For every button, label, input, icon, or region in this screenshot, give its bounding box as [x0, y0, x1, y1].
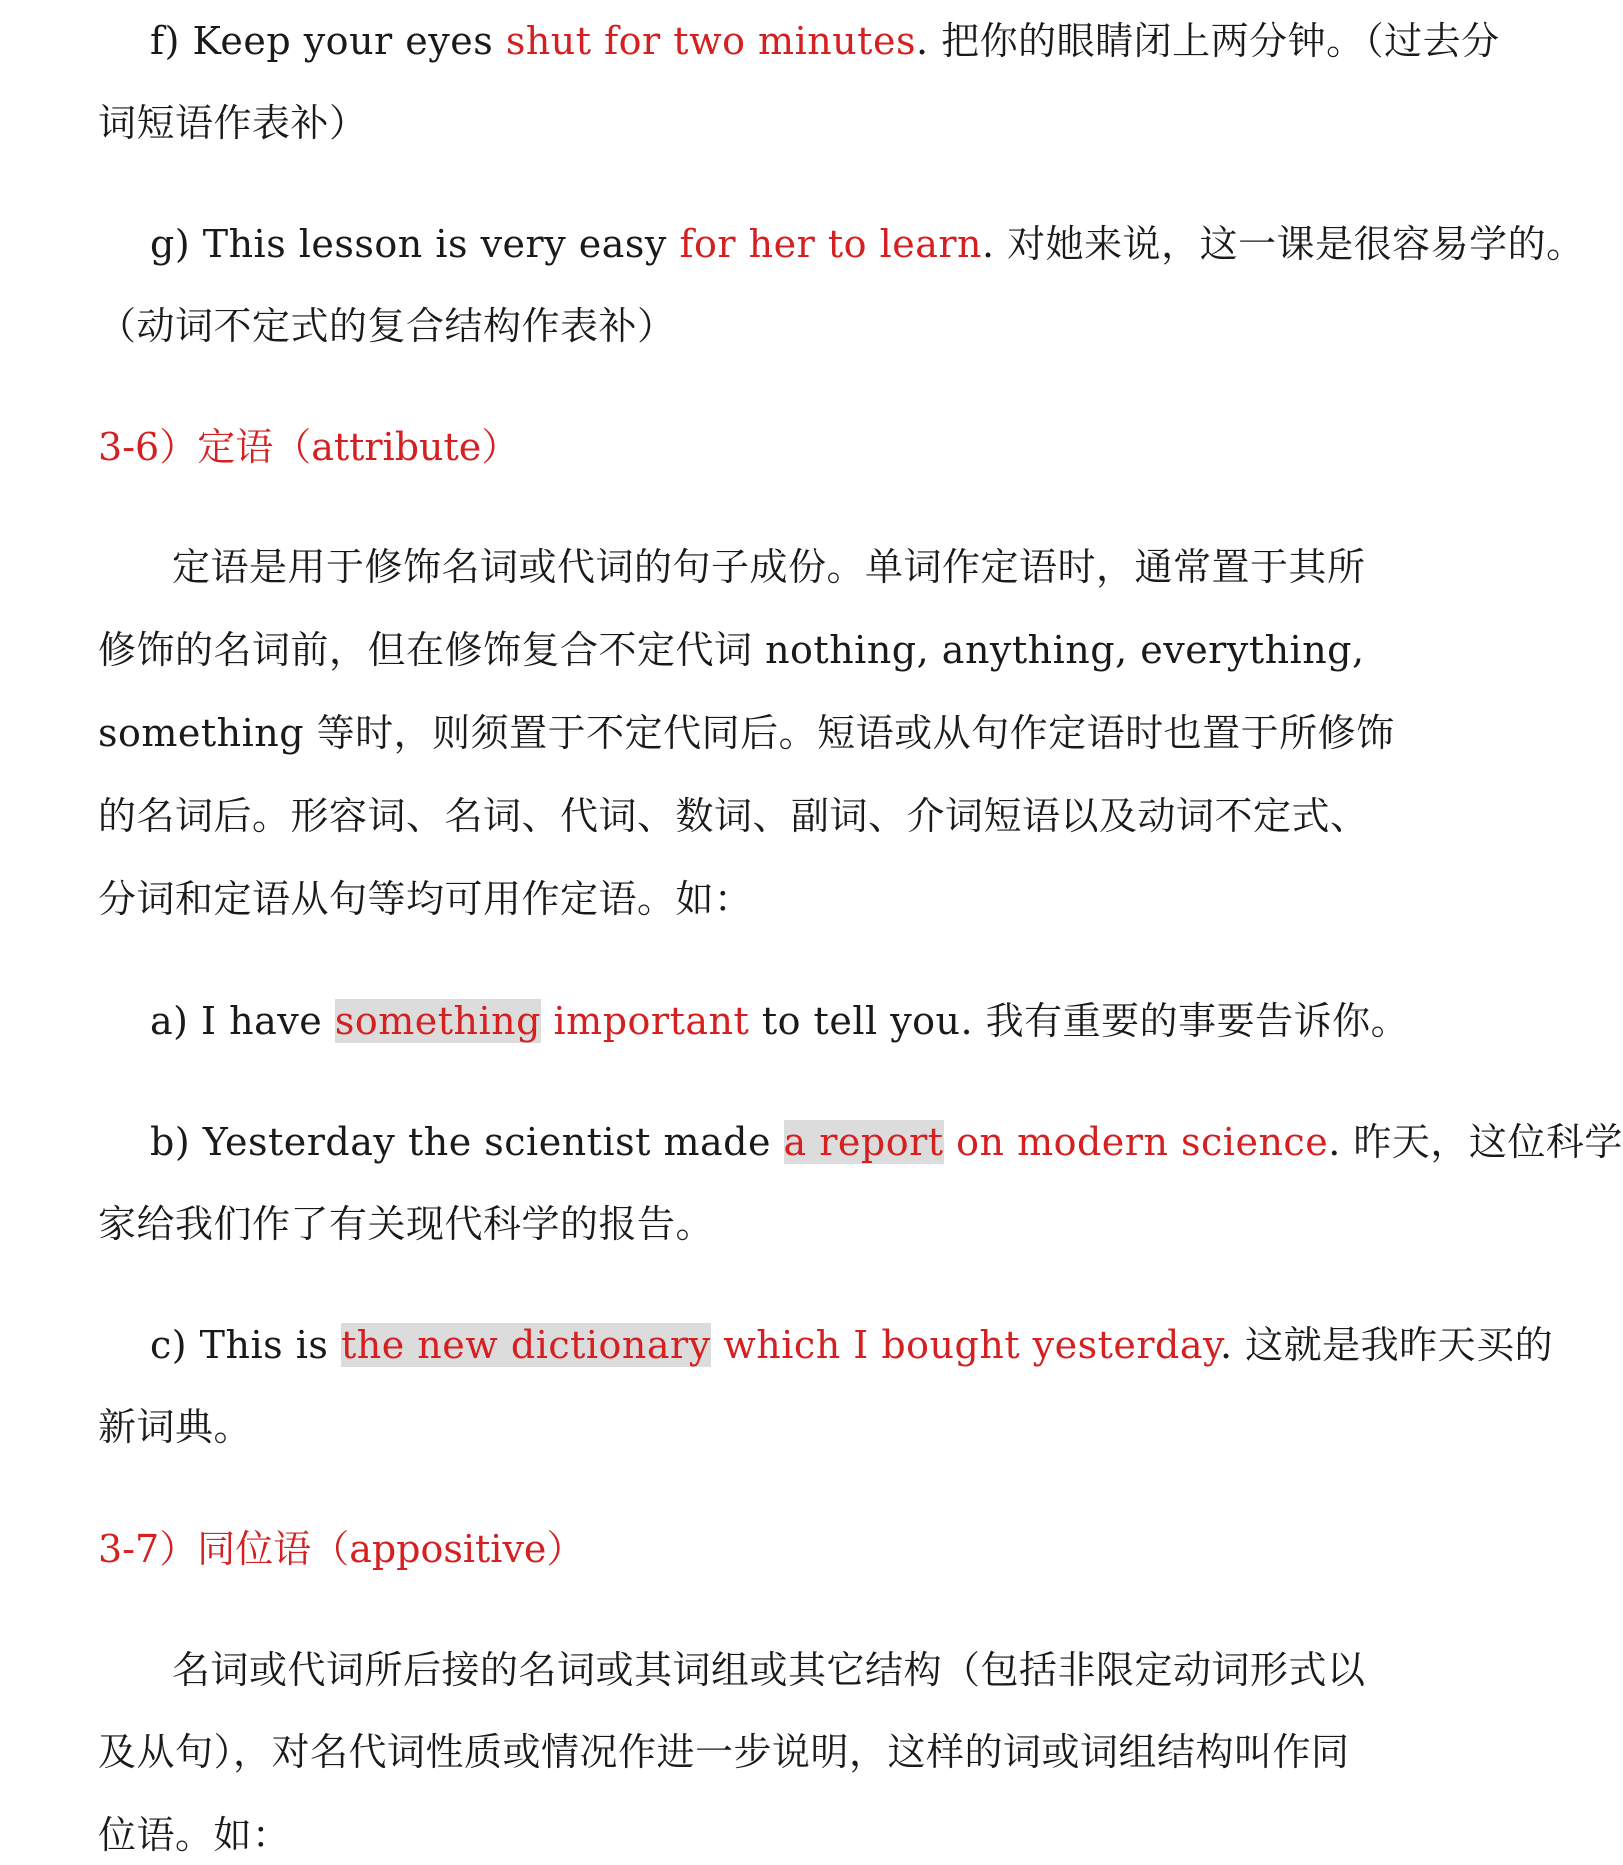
example-g-red-text: for her to learn — [679, 222, 983, 266]
example-g-line-2: （动词不定式的复合结构作表补） — [98, 304, 676, 348]
example-c-red-text: which I bought yesterday — [710, 1323, 1220, 1367]
example-c-prefix: c) This is — [150, 1323, 341, 1367]
example-f-suffix: . 把你的眼睛闭上两分钟。（过去分 — [915, 19, 1500, 63]
example-b-highlight: a report — [783, 1120, 944, 1164]
section-3-7-heading: 3-7）同位语（appositive） — [98, 1527, 585, 1571]
section-3-6-heading: 3-6）定语（attribute） — [98, 425, 520, 469]
example-g-line-1 — [150, 214, 1585, 274]
section-3-7-para-line-2: 及从句），对名代词性质或情况作进一步说明，这样的词或词组结构叫作同 — [98, 1730, 1350, 1774]
example-a-line — [150, 991, 1409, 1051]
example-b-line-2: 家给我们作了有关现代科学的报告。 — [98, 1202, 715, 1246]
example-a-highlight: something — [334, 999, 541, 1043]
example-a-prefix: a) I have — [150, 999, 335, 1043]
section-3-6-para-line-1: 定语是用于修饰名词或代词的句子成份。单词作定语时，通常置于其所 — [172, 545, 1366, 589]
section-3-6-para-line-3: something 等时，则须置于不定代同后。短语或从句作定语时也置于所修饰 — [98, 711, 1395, 755]
example-f-prefix: f) Keep your eyes — [150, 19, 506, 63]
example-g-prefix: g) This lesson is very easy — [150, 222, 680, 266]
example-f-red-text: shut for two minutes — [505, 19, 916, 63]
example-c-suffix: . 这就是我昨天买的 — [1219, 1323, 1554, 1367]
example-f-line-1 — [150, 11, 1500, 71]
section-3-7-para-line-3: 位语。如： — [98, 1813, 291, 1857]
example-b-prefix: b) Yesterday the scientist made — [150, 1120, 784, 1164]
example-a-red-text: important — [540, 999, 750, 1043]
section-3-6-para-line-2: 修饰的名词前，但在修饰复合不定代词 nothing, anything, everything, — [98, 628, 1365, 672]
example-g-suffix: . 对她来说，这一课是很容易学的。 — [982, 222, 1585, 266]
example-b-suffix: . 昨天，这位科学 — [1328, 1120, 1623, 1164]
example-f-line-2: 词短语作表补） — [98, 101, 368, 145]
example-c-highlight: the new dictionary — [340, 1323, 711, 1367]
section-3-6-para-line-5: 分词和定语从句等均可用作定语。如： — [98, 877, 753, 921]
example-b-red-text: on modern science — [943, 1120, 1329, 1164]
example-b-line-1 — [150, 1112, 1623, 1172]
example-a-suffix: to tell you. 我有重要的事要告诉你。 — [749, 999, 1410, 1043]
example-c-line-2: 新词典。 — [98, 1405, 253, 1449]
example-c-line-1 — [150, 1315, 1553, 1375]
section-3-7-para-line-1: 名词或代词所后接的名词或其词组或其它结构（包括非限定动词形式以 — [172, 1648, 1366, 1692]
section-3-6-para-line-4: 的名词后。形容词、名词、代词、数词、副词、介词短语以及动词不定式、 — [98, 794, 1369, 838]
